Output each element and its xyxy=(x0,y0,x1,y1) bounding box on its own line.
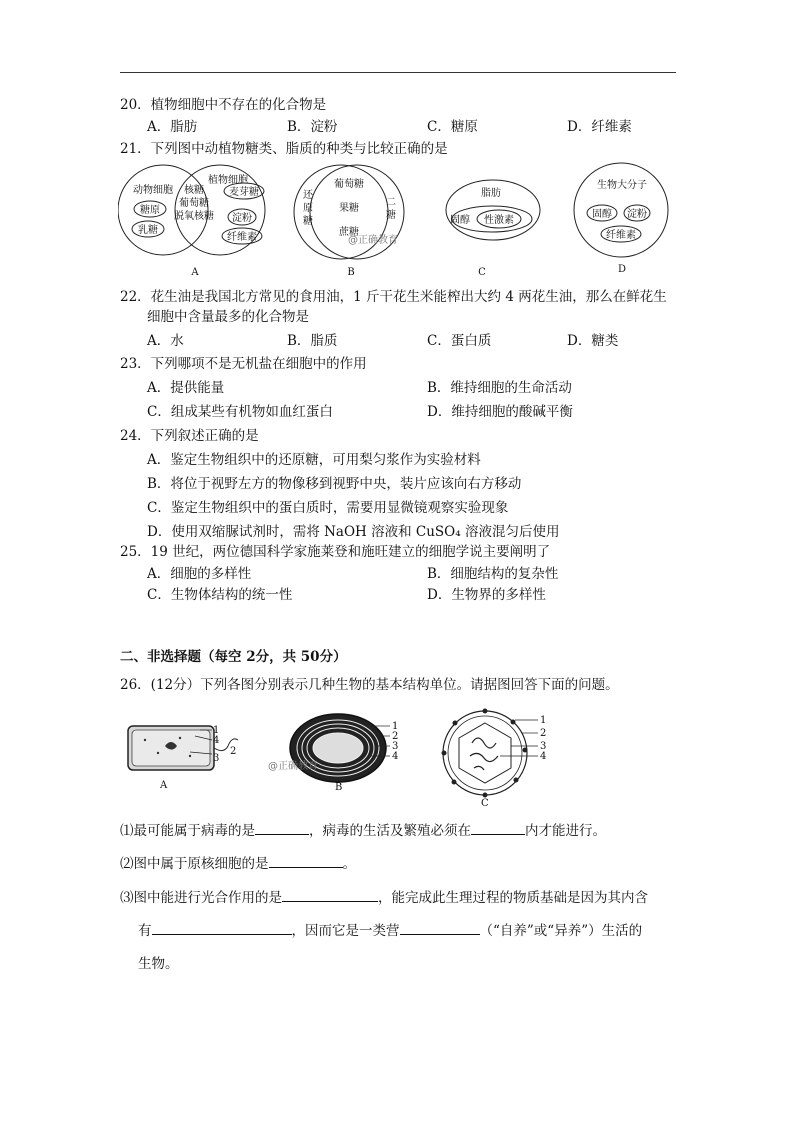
subq1-text-c: 内才能进行。 xyxy=(525,823,606,839)
subq1-blank-2[interactable] xyxy=(471,820,525,835)
fig26-a-num: 2 xyxy=(230,746,237,757)
fig21-a-middle-item: 葡萄糖 xyxy=(179,198,209,209)
fig21-label-b: B xyxy=(347,267,355,278)
q22-option-b: B．脂质 xyxy=(287,333,338,349)
fig21-a-right-item: 麦芽糖 xyxy=(229,187,259,198)
q20-option-b: B．淀粉 xyxy=(287,119,338,135)
fig21-b-left-vertical xyxy=(303,189,314,227)
subq2-text-a: ⑵图中属于原核细胞的是 xyxy=(120,856,269,872)
fig26-b-num: 3 xyxy=(392,741,399,752)
fig21-label-d: D xyxy=(617,264,627,275)
subq3-text-e: （“自养”或“异养”）生活的 xyxy=(479,923,643,939)
fig21-b-middle-item: 蔗糖 xyxy=(339,227,359,238)
fig21-a-left-item: 糖原 xyxy=(140,205,160,216)
fig21-a-middle-item: 核糖 xyxy=(184,185,204,196)
fig21-c-outer: 脂肪 xyxy=(481,188,501,199)
q23-option-c: C．组成某些有机物如血红蛋白 xyxy=(147,404,333,420)
fig26-virus xyxy=(442,709,547,809)
fig21-a-right-item: 淀粉 xyxy=(232,213,252,224)
subq3-text-b: ，能完成此生理过程的物质基础是因为其内含 xyxy=(378,890,648,906)
fig21-b-middle-item: 果糖 xyxy=(339,203,359,214)
q26-figure xyxy=(120,708,600,808)
subq1 xyxy=(120,820,606,840)
fig26-label-c: C xyxy=(481,798,489,808)
q25-option-c: C．生物体结构的统一性 xyxy=(147,587,293,603)
header-rule xyxy=(120,72,676,73)
subq2-text-b: 。 xyxy=(342,856,356,872)
fig21-b-right-char: 二 xyxy=(386,197,396,208)
subq1-text-a: ⑴最可能属于病毒的是 xyxy=(120,823,255,839)
fig26-a-num: 3 xyxy=(213,753,220,764)
fig26-label-b: B xyxy=(335,782,343,793)
subq2 xyxy=(120,853,356,873)
fig21-b-right-char: 糖 xyxy=(386,210,396,221)
q24-option-d: D．使用双缩脲试剂时，需将 NaOH 溶液和 CuSO₄ 溶液混匀后使用 xyxy=(147,524,560,540)
q23-option-d: D．维持细胞的酸碱平衡 xyxy=(427,404,573,420)
fig26-c-num: 1 xyxy=(540,715,547,726)
subq1-text-b: ，病毒的生活及繁殖必须在 xyxy=(309,823,471,839)
q20-stem: 20．植物细胞中不存在的化合物是 xyxy=(120,97,327,113)
fig26-a-num: 1 xyxy=(213,725,220,736)
q22-option-d: D．糖类 xyxy=(567,333,619,349)
q24-stem: 24．下列叙述正确的是 xyxy=(120,428,259,444)
fig26-watermark: @正确教育 xyxy=(268,761,318,772)
q25-option-d: D．生物界的多样性 xyxy=(427,587,546,603)
subq3-blank-3[interactable] xyxy=(400,920,480,935)
subq3-text-c: 有 xyxy=(138,923,152,939)
subq3-blank-1[interactable] xyxy=(282,887,378,902)
fig21-a-middle-item: 脱氧核糖 xyxy=(174,211,214,222)
q21-stem: 21．下列图中动植物糖类、脂质的种类与比较正确的是 xyxy=(120,141,448,157)
fig26-c-num: 2 xyxy=(540,728,547,739)
fig26-label-a: A xyxy=(160,780,168,791)
q20-option-c: C．糖原 xyxy=(427,119,478,135)
q23-option-a: A．提供能量 xyxy=(147,380,225,396)
fig21-a-right-title: 植物细胞 xyxy=(208,175,248,186)
fig21-c-inner2: 性激素 xyxy=(484,215,514,226)
subq1-blank-1[interactable] xyxy=(255,820,309,835)
fig21-b-left-char: 还 xyxy=(303,190,313,201)
q24-option-b: B．将位于视野左方的物像移到视野中央，装片应该向右方移动 xyxy=(147,476,522,492)
fig21-watermark: @正确教育 xyxy=(348,235,398,246)
section-title: 二、非选择题（每空 2分，共 50分） xyxy=(120,649,347,665)
q23-option-b: B．维持细胞的生命活动 xyxy=(427,380,572,396)
subq3-line2 xyxy=(138,920,642,940)
fig26-b-num: 1 xyxy=(392,721,399,732)
fig21-b-left-char: 糖 xyxy=(303,216,313,227)
q20-option-d: D．纤维素 xyxy=(567,119,632,135)
fig26-b-num: 2 xyxy=(392,731,399,742)
fig26-a-num: 4 xyxy=(213,735,220,746)
q25-option-b: B．细胞结构的复杂性 xyxy=(427,566,559,582)
fig26-c-num: 3 xyxy=(540,741,547,752)
fig21-b-middle-item: 葡萄糖 xyxy=(334,179,364,190)
q21-figure xyxy=(118,160,678,282)
q25-option-a: A．细胞的多样性 xyxy=(147,566,252,582)
fig21-a-right-item: 纤维素 xyxy=(227,232,257,243)
fig21-a-left-title: 动物细胞 xyxy=(133,185,173,196)
q24-option-a: A．鉴定生物组织中的还原糖，可用梨匀浆作为实验材料 xyxy=(147,452,481,468)
fig21-label-a: A xyxy=(191,267,199,278)
subq3-text-a: ⑶图中能进行光合作用的是 xyxy=(120,890,282,906)
fig21-d-item: 淀粉 xyxy=(627,209,647,220)
fig21-label-c: C xyxy=(478,267,486,278)
fig26-bacterium xyxy=(128,725,238,791)
fig21-d-title: 生物大分子 xyxy=(597,180,647,191)
fig26-cyanobacterium xyxy=(268,714,398,793)
subq2-blank[interactable] xyxy=(269,853,343,868)
q22-option-c: C．蛋白质 xyxy=(427,333,492,349)
q25-stem: 25．19 世纪，两位德国科学家施莱登和施旺建立的细胞学说主要阐明了 xyxy=(120,544,551,560)
q22-stem-line2: 细胞中含量最多的化合物是 xyxy=(147,309,309,325)
q24-option-c: C．鉴定生物组织中的蛋白质时，需要用显微镜观察实验现象 xyxy=(147,500,509,516)
subq3-blank-2[interactable] xyxy=(152,920,292,935)
q26-stem: 26．(12分）下列各图分别表示几种生物的基本结构单位。请据图回答下面的问题。 xyxy=(120,677,619,693)
subq3-text-d: ，因而它是一类营 xyxy=(291,923,400,939)
fig21-c-inner1: 固醇 xyxy=(450,215,470,226)
fig21-a-left-item: 乳糖 xyxy=(138,225,158,236)
q20-option-a: A．脂肪 xyxy=(147,119,198,135)
fig21-d-item: 纤维素 xyxy=(606,230,636,241)
q23-stem: 23．下列哪项不是无机盐在细胞中的作用 xyxy=(120,356,367,372)
fig21-d-item: 固醇 xyxy=(592,209,612,220)
subq3-line1 xyxy=(120,887,648,907)
fig26-b-num: 4 xyxy=(392,751,399,762)
q22-stem-line1: 22．花生油是我国北方常见的食用油，1 斤干花生米能榨出大约 4 两花生油，那么在鲜花生 xyxy=(120,289,667,305)
fig26-c-num: 4 xyxy=(540,751,547,762)
fig21-b-left-char: 原 xyxy=(303,203,313,214)
q22-option-a: A．水 xyxy=(147,333,184,349)
subq3-line3: 生物。 xyxy=(138,956,179,972)
